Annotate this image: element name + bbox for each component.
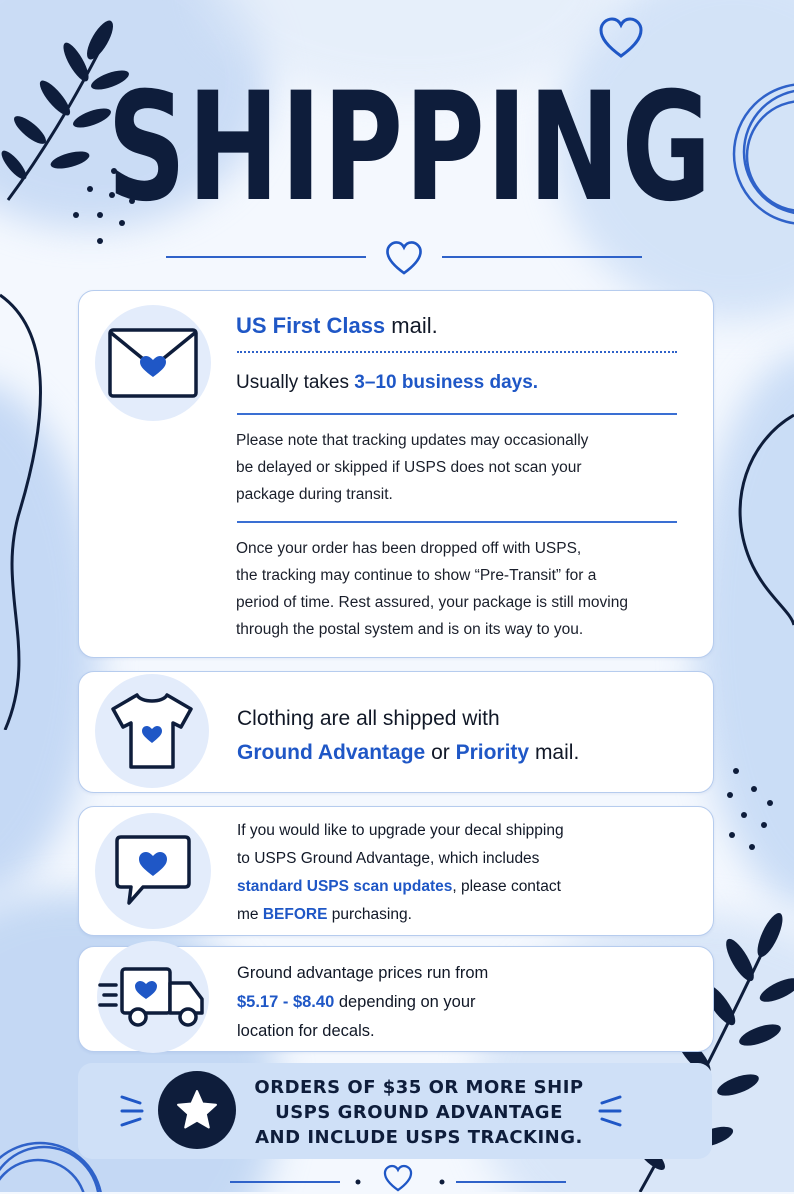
- sparkle-lines-decoration: [118, 1091, 148, 1131]
- tracking-note: Please note that tracking updates may occasionally be delayed or skipped if USPS does not scan your package during transit.: [236, 432, 589, 503]
- bottom-divider-left: [230, 1181, 340, 1183]
- first-class-card: [78, 290, 714, 658]
- first-class-heading: US First Class mail.: [236, 313, 438, 338]
- divider: [237, 413, 677, 415]
- dots-decoration: [722, 765, 782, 855]
- free-shipping-banner: [78, 1063, 712, 1159]
- chat-heart-icon: [113, 831, 193, 911]
- heart-icon: [384, 240, 424, 278]
- envelope-icon-disc: [95, 305, 211, 421]
- prices-card: [78, 946, 714, 1052]
- dotted-divider: [237, 351, 677, 353]
- tshirt-icon-disc: [95, 674, 209, 788]
- heart-icon: [382, 1164, 414, 1194]
- heart-icon: [597, 16, 645, 62]
- curve-line-decoration: [0, 290, 60, 730]
- upgrade-text: If you would like to upgrade your decal shipping to USPS Ground Advantage, which includes standard USPS scan updates, please contact me BEFORE purchasing.: [237, 822, 564, 923]
- curve-line-decoration: [730, 410, 794, 630]
- tshirt-heart-icon: [109, 691, 195, 771]
- envelope-heart-icon: [107, 327, 199, 399]
- clothing-card: [78, 671, 714, 793]
- title-divider-left: [166, 256, 366, 258]
- title-divider-right: [442, 256, 642, 258]
- truck-icon-disc: [97, 941, 209, 1053]
- circle-scribble-decoration: [720, 60, 794, 250]
- bottom-divider-right: [456, 1181, 566, 1183]
- truck-heart-icon: [98, 961, 208, 1033]
- star-icon: [175, 1088, 219, 1132]
- divider: [237, 521, 677, 523]
- delivery-time: Usually takes 3–10 business days.: [236, 372, 539, 393]
- pre-transit-note: Once your order has been dropped off with USPS, the tracking may continue to show “Pre-Transit” for a period of time. Rest assured, your package is still moving through the postal system and is on its way to you.: [236, 540, 628, 638]
- upgrade-card: [78, 806, 714, 936]
- sparkle-lines-decoration: [594, 1091, 624, 1131]
- clothing-shipping-text: Clothing are all shipped with Ground Advantage or Priority mail.: [237, 707, 580, 764]
- prices-text: Ground advantage prices run from $5.17 - $8.40 depending on your location for decals.: [237, 964, 489, 1040]
- chat-icon-disc: [95, 813, 211, 929]
- page-title: SHIPPING: [107, 61, 713, 235]
- banner-text: ORDERS OF $35 OR MORE SHIP USPS GROUND ADVANTAGE AND INCLUDE USPS TRACKING.: [254, 1077, 584, 1148]
- star-icon-disc: [158, 1071, 236, 1149]
